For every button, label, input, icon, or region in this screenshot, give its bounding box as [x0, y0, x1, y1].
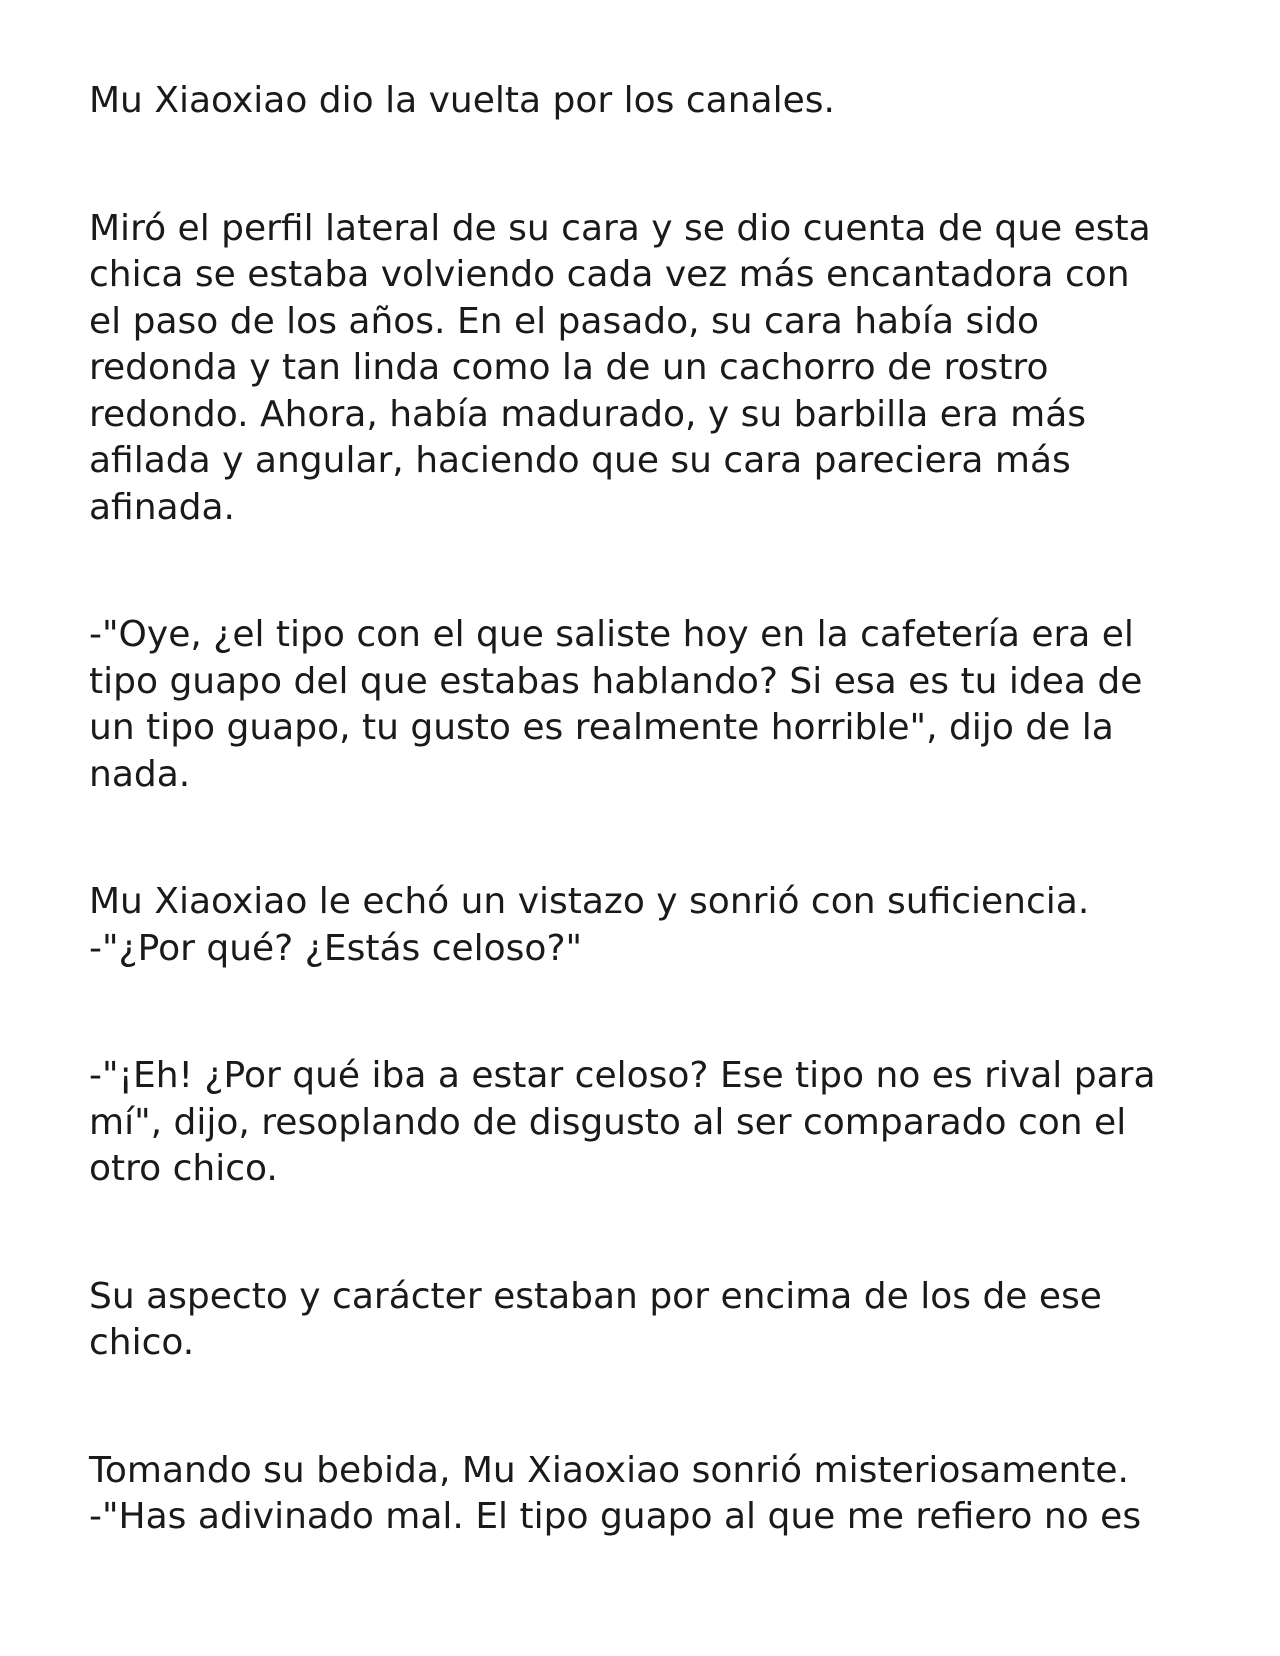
text-line: -"Oye, ¿el tipo con el que saliste hoy en la cafetería era el [89, 614, 1134, 655]
text-line: el paso de los años. En el pasado, su cara había sido [89, 300, 1040, 342]
text-line: Mu Xiaoxiao le echó un vistazo y sonrió con suficiencia. [89, 881, 1090, 922]
text-line: Mu Xiaoxiao dio la vuelta por los canales. [89, 80, 835, 121]
paragraph-7 [89, 1448, 1220, 1541]
text-line: Su aspecto y carácter estaban por encima de los de ese [89, 1275, 1102, 1317]
paragraph-4 [89, 879, 1220, 972]
paragraph-3 [89, 612, 1220, 798]
paragraph-6 [89, 1274, 1220, 1367]
text-line: mí", dijo, resoplando de disgusto al ser comparado con el [89, 1101, 1127, 1143]
text-line: chico. [89, 1322, 195, 1363]
text-line: tipo guapo del que estabas hablando? Si esa es tu idea de [89, 660, 1143, 702]
text-line: Tomando su bebida, Mu Xiaoxiao sonrió misteriosamente. [89, 1449, 1129, 1491]
text-line: redonda y tan linda como la de un cachorro de rostro [89, 347, 1049, 388]
text-line: -"Has adivinado mal. El tipo guapo al que me refiero no es [89, 1496, 1142, 1537]
paragraph-5 [89, 1053, 1220, 1193]
text-line: afilada y angular, haciendo que su cara pareciera más [89, 440, 1071, 481]
paragraph-1 [89, 78, 1220, 125]
text-line: -"¡Eh! ¿Por qué iba a estar celoso? Ese tipo no es rival para [89, 1055, 1156, 1096]
paragraph-2 [89, 206, 1220, 532]
text-line: chica se estaba volviendo cada vez más encantadora con [89, 254, 1130, 295]
text-line: redondo. Ahora, había madurado, y su barbilla era más [89, 393, 1087, 435]
text-line: Miró el perfil lateral de su cara y se dio cuenta de que esta [89, 207, 1151, 249]
text-line: nada. [89, 753, 191, 795]
text-line: -"¿Por qué? ¿Estás celoso?" [89, 927, 583, 969]
text-line: afinada. [89, 486, 235, 528]
text-line: un tipo guapo, tu gusto es realmente horrible", dijo de la [89, 707, 1114, 748]
text-line: otro chico. [89, 1148, 278, 1189]
